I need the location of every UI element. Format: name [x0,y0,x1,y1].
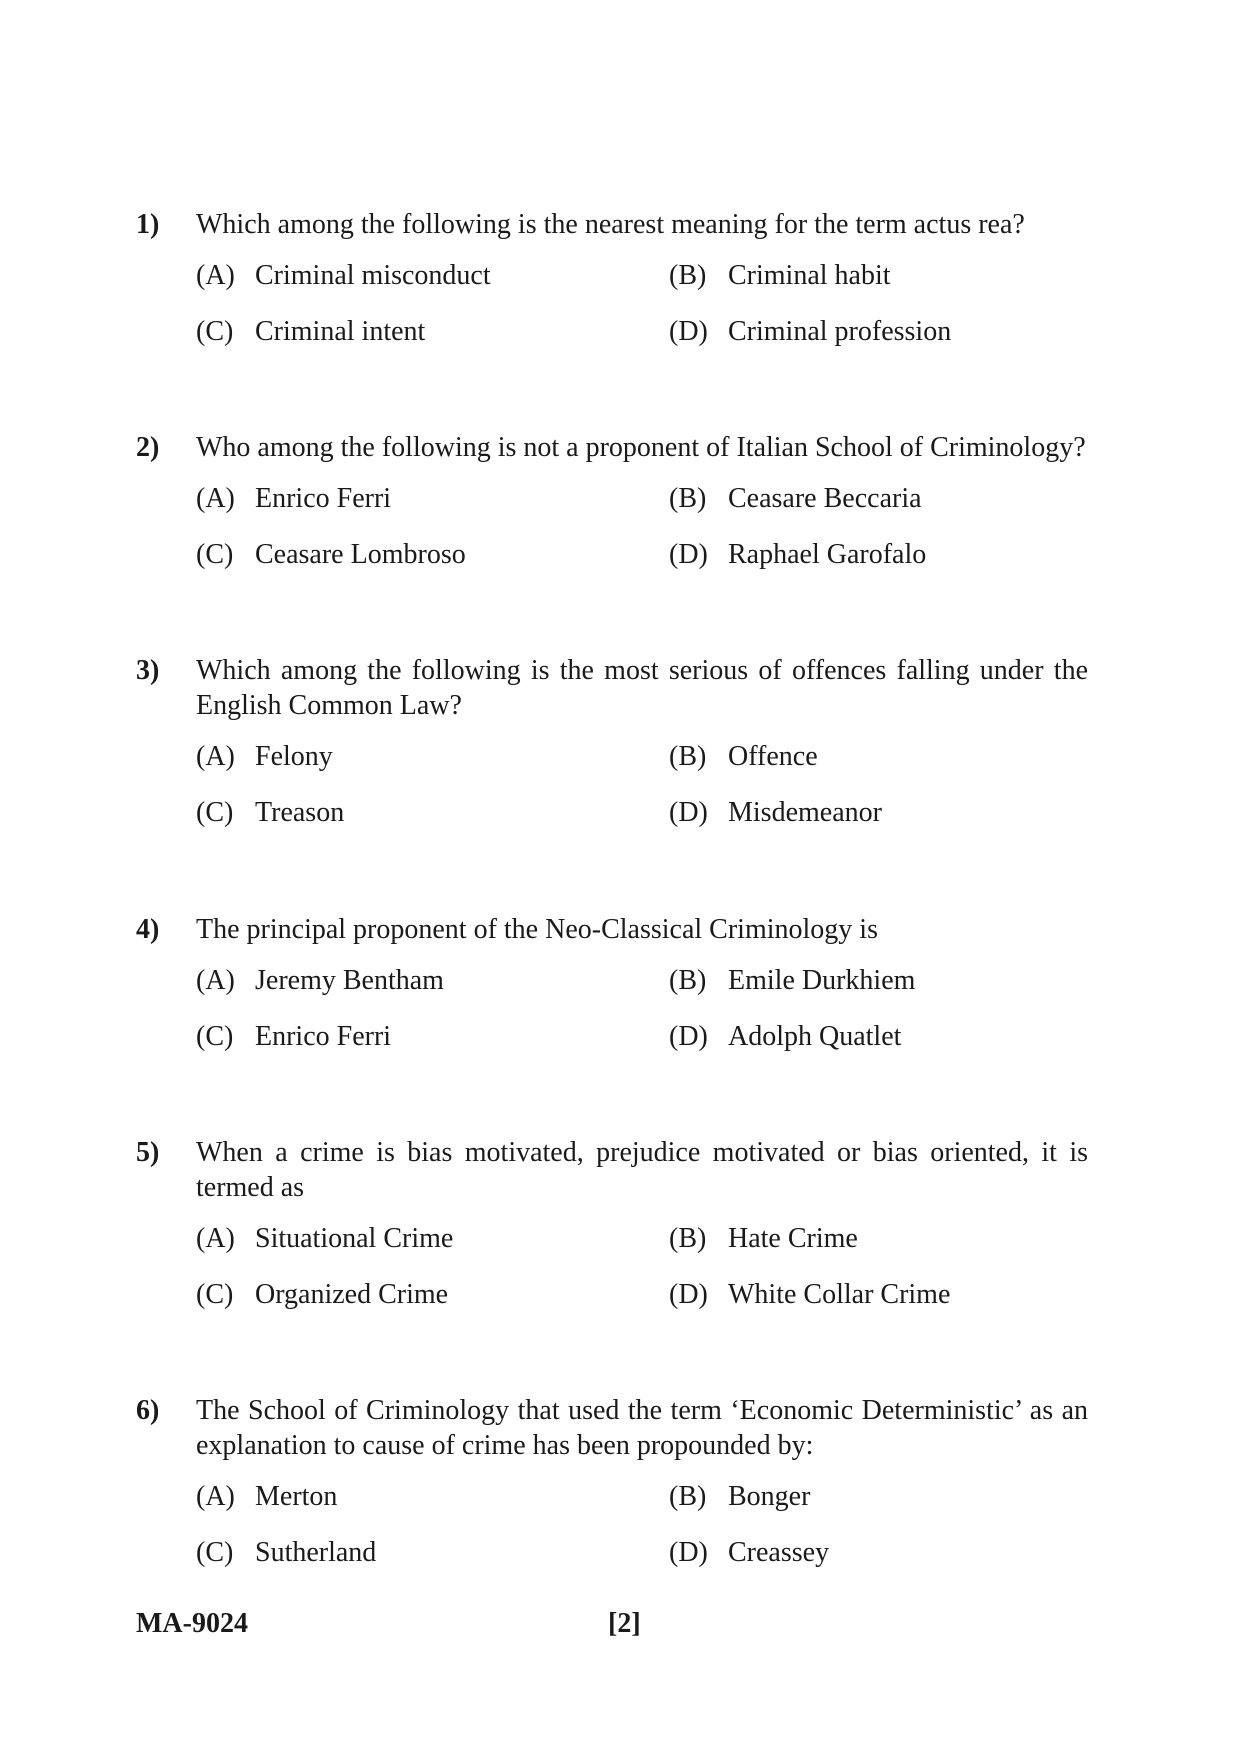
option-b [669,963,1088,998]
question-2 [136,430,1088,572]
page-number: [2] [608,1608,641,1639]
option-text: Bonger [728,1481,811,1512]
question-text: Which among the following is the nearest meaning for the term actus rea? [196,209,1025,240]
option-c [196,1019,669,1054]
option-d [669,1535,1088,1570]
option-text: Criminal habit [728,260,891,291]
options-grid [196,258,1088,349]
question-text: Which among the following is the most serious of offences falling under the English Common Law? [196,655,1088,721]
option-b [669,1479,1088,1514]
option-d [669,1019,1088,1054]
question-number: 5) [136,1137,160,1168]
option-text: Organized Crime [255,1279,449,1310]
option-letter: (B) [669,260,707,291]
option-c [196,1535,669,1570]
option-b [669,1221,1088,1256]
option-letter: (C) [196,1021,234,1052]
option-text: Jeremy Bentham [255,965,444,996]
option-letter: (D) [669,539,708,570]
option-letter: (B) [669,483,707,514]
question-text: The School of Criminology that used the term ‘Economic Deterministic’ as an explanation to cause of crime has been propounded by: [196,1395,1088,1461]
option-letter: (A) [196,483,235,514]
question-4 [136,912,1088,1054]
option-text: Emile Durkhiem [728,965,916,996]
question-number: 3) [136,655,160,686]
option-b [669,739,1088,774]
option-a [196,481,669,516]
option-letter: (A) [196,1223,235,1254]
options-grid [196,1479,1088,1570]
option-c [196,795,669,830]
option-letter: (D) [669,316,708,347]
options-grid [196,963,1088,1054]
question-text: When a crime is bias motivated, prejudice motivated or bias oriented, it is termed as [196,1137,1088,1203]
options-grid [196,739,1088,830]
option-text: Creassey [728,1537,830,1568]
question-number: 4) [136,914,160,945]
option-text: Misdemeanor [728,797,882,828]
option-letter: (C) [196,316,234,347]
question-3 [136,653,1088,830]
option-a [196,258,669,293]
option-a [196,1479,669,1514]
option-letter: (B) [669,1481,707,1512]
option-a [196,963,669,998]
option-c [196,314,669,349]
option-text: White Collar Crime [728,1279,951,1310]
option-d [669,537,1088,572]
option-text: Raphael Garofalo [728,539,927,570]
option-d [669,1277,1088,1312]
option-letter: (D) [669,1279,708,1310]
option-letter: (A) [196,965,235,996]
option-text: Criminal intent [255,316,426,347]
question-number: 6) [136,1395,160,1426]
option-text: Sutherland [255,1537,377,1568]
option-text: Felony [255,741,333,772]
option-letter: (D) [669,1021,708,1052]
option-text: Situational Crime [255,1223,454,1254]
question-number: 2) [136,432,160,463]
question-6 [136,1393,1088,1570]
option-text: Treason [255,797,345,828]
option-d [669,314,1088,349]
option-text: Criminal misconduct [255,260,491,291]
question-5 [136,1135,1088,1312]
option-text: Adolph Quatlet [728,1021,902,1052]
options-grid [196,481,1088,572]
option-c [196,537,669,572]
question-text: Who among the following is not a proponent of Italian School of Criminology? [196,432,1086,463]
option-letter: (D) [669,797,708,828]
question-number: 1) [136,209,160,240]
option-letter: (C) [196,1537,234,1568]
option-letter: (A) [196,741,235,772]
option-letter: (B) [669,741,707,772]
option-d [669,795,1088,830]
option-letter: (A) [196,1481,235,1512]
option-text: Ceasare Beccaria [728,483,922,514]
option-text: Merton [255,1481,338,1512]
question-1 [136,207,1088,349]
question-text: The principal proponent of the Neo-Classical Criminology is [196,914,878,945]
options-grid [196,1221,1088,1312]
option-letter: (C) [196,539,234,570]
option-b [669,481,1088,516]
option-text: Criminal profession [728,316,952,347]
option-letter: (B) [669,1223,707,1254]
option-letter: (C) [196,797,234,828]
option-c [196,1277,669,1312]
option-text: Enrico Ferri [255,483,392,514]
option-letter: (B) [669,965,707,996]
option-letter: (D) [669,1537,708,1568]
option-text: Hate Crime [728,1223,858,1254]
option-a [196,739,669,774]
option-text: Enrico Ferri [255,1021,392,1052]
option-text: Offence [728,741,818,772]
paper-code: MA-9024 [136,1608,248,1639]
option-text: Ceasare Lombroso [255,539,466,570]
option-letter: (A) [196,260,235,291]
option-letter: (C) [196,1279,234,1310]
option-b [669,258,1088,293]
option-a [196,1221,669,1256]
